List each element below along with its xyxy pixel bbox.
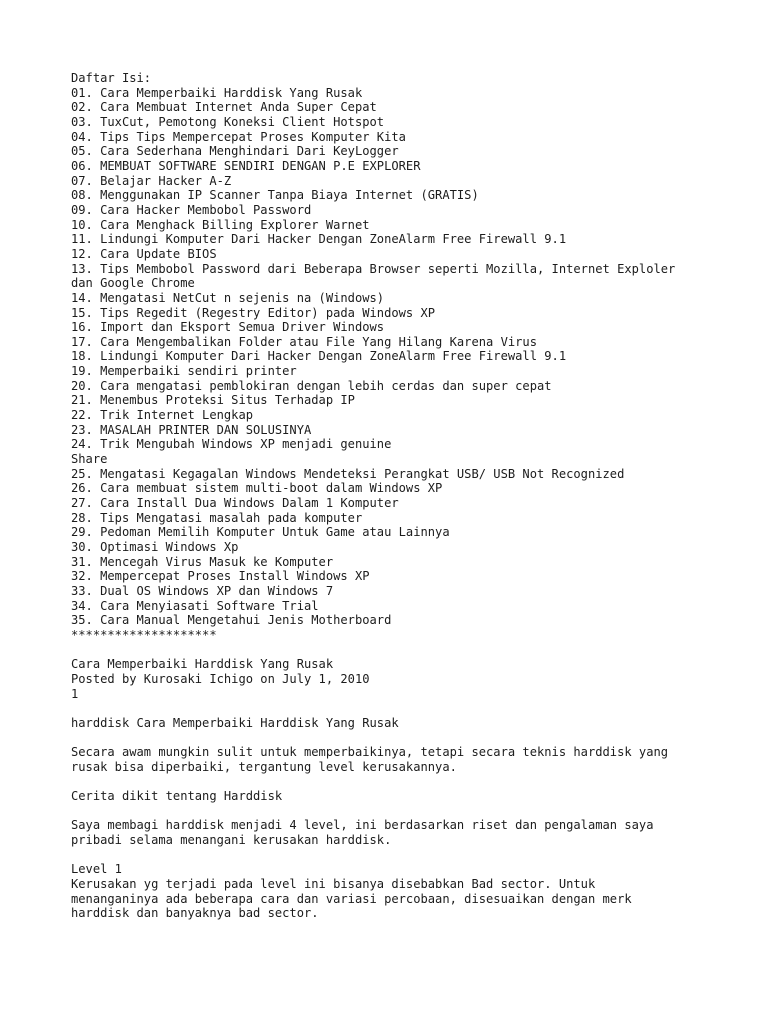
toc-item: 23. MASALAH PRINTER DAN SOLUSINYA	[71, 422, 312, 437]
toc-item: 12. Cara Update BIOS	[71, 246, 217, 261]
toc-item: 01. Cara Memperbaiki Harddisk Yang Rusak	[71, 85, 363, 100]
intro-line: rusak bisa diperbaiki, tergantung level kerusakannya.	[71, 759, 457, 774]
toc-item: 35. Cara Manual Mengetahui Jenis Motherboard	[71, 613, 392, 628]
toc-item: 17. Cara Mengembalikan Folder atau File Yang Hilang Karena Virus	[71, 334, 537, 349]
toc-item: 03. TuxCut, Pemotong Koneksi Client Hotspot	[71, 114, 385, 129]
toc-item: 28. Tips Mengatasi masalah pada komputer	[71, 510, 363, 525]
comment-count: 1	[71, 686, 79, 701]
toc-item: 15. Tips Regedit (Regestry Editor) pada Windows XP	[71, 305, 436, 320]
toc-item: 05. Cara Sederhana Menghindari Dari KeyLogger	[71, 144, 399, 159]
toc-item: 25. Mengatasi Kegagalan Windows Mendeteksi Perangkat USB/ USB Not Recognized	[71, 466, 625, 481]
toc-item: 07. Belajar Hacker A-Z	[71, 173, 232, 188]
toc-item: 11. Lindungi Komputer Dari Hacker Dengan ZoneAlarm Free Firewall 9.1	[71, 232, 567, 247]
toc-item: 31. Mencegah Virus Masuk ke Komputer	[71, 554, 334, 569]
toc-item: 29. Pedoman Memilih Komputer Untuk Game atau Lainnya	[71, 525, 450, 540]
toc-item: 10. Cara Menghack Billing Explorer Warnet	[71, 217, 370, 232]
article-byline: Posted by Kurosaki Ichigo on July 1, 2010	[71, 671, 370, 686]
toc-item: 14. Mengatasi NetCut n sejenis na (Windows)	[71, 290, 385, 305]
toc-item: 08. Menggunakan IP Scanner Tanpa Biaya Internet (GRATIS)	[71, 188, 479, 203]
level1-body-line: Kerusakan yg terjadi pada level ini bisanya disebabkan Bad sector. Untuk	[71, 877, 596, 891]
toc-item: 33. Dual OS Windows XP dan Windows 7	[71, 583, 334, 598]
toc-item: 02. Cara Membuat Internet Anda Super Cepat	[71, 100, 377, 115]
toc-item: 30. Optimasi Windows Xp	[71, 540, 239, 554]
toc-heading: Daftar Isi:	[71, 71, 152, 85]
blank-line	[71, 643, 761, 658]
toc-item: 19. Memperbaiki sendiri printer	[71, 364, 297, 379]
toc-item: 22. Trik Internet Lengkap	[71, 408, 254, 423]
toc-separator: ********************	[71, 627, 217, 642]
toc-item: 32. Mempercepat Proses Install Windows XP	[71, 569, 370, 584]
toc-item: 13. Tips Membobol Password dari Beberapa Browser seperti Mozilla, Internet Exploler	[71, 261, 676, 276]
intro-line: Secara awam mungkin sulit untuk memperbaikinya, tetapi secara teknis harddisk yang	[71, 745, 669, 760]
toc-item: 16. Import dan Eksport Semua Driver Windows	[71, 320, 385, 335]
levels-intro-line: pribadi selama menangani kerusakan harddisk.	[71, 833, 392, 848]
toc-item: 09. Cara Hacker Membobol Password	[71, 202, 312, 217]
levels-intro-line: Saya membagi harddisk menjadi 4 level, ini berdasarkan riset dan pengalaman saya	[71, 818, 654, 833]
toc-item: 34. Cara Menyiasati Software Trial	[71, 598, 319, 613]
article-title: Cara Memperbaiki Harddisk Yang Rusak	[71, 657, 334, 672]
toc-item: 04. Tips Tips Mempercepat Proses Komputer Kita	[71, 129, 406, 144]
toc-item: dan Google Chrome	[71, 276, 195, 291]
level1-title: Level 1	[71, 862, 122, 877]
document-page	[71, 71, 761, 921]
level1-body-line: menanganinya ada beberapa cara dan variasi percobaan, disesuaikan dengan merk	[71, 891, 632, 906]
toc-item: 18. Lindungi Komputer Dari Hacker Dengan ZoneAlarm Free Firewall 9.1	[71, 349, 567, 364]
blank-line	[71, 701, 761, 716]
blank-line	[71, 774, 761, 789]
blank-line	[71, 731, 761, 746]
toc-item: Share	[71, 452, 108, 467]
toc-item: 27. Cara Install Dua Windows Dalam 1 Komputer	[71, 496, 399, 511]
toc-item: 24. Trik Mengubah Windows XP menjadi genuine	[71, 437, 392, 452]
toc-list	[71, 86, 761, 628]
toc-item: 21. Menembus Proteksi Situs Terhadap IP	[71, 393, 355, 408]
blank-line	[71, 848, 761, 863]
blank-line	[71, 804, 761, 819]
toc-item: 06. MEMBUAT SOFTWARE SENDIRI DENGAN P.E EXPLORER	[71, 158, 421, 173]
image-caption-line: harddisk Cara Memperbaiki Harddisk Yang Rusak	[71, 715, 399, 730]
toc-item: 26. Cara membuat sistem multi-boot dalam Windows XP	[71, 481, 443, 496]
section-subheading: Cerita dikit tentang Harddisk	[71, 789, 283, 804]
level1-body-line: harddisk dan banyaknya bad sector.	[71, 906, 319, 921]
toc-item: 20. Cara mengatasi pemblokiran dengan lebih cerdas dan super cepat	[71, 378, 552, 393]
